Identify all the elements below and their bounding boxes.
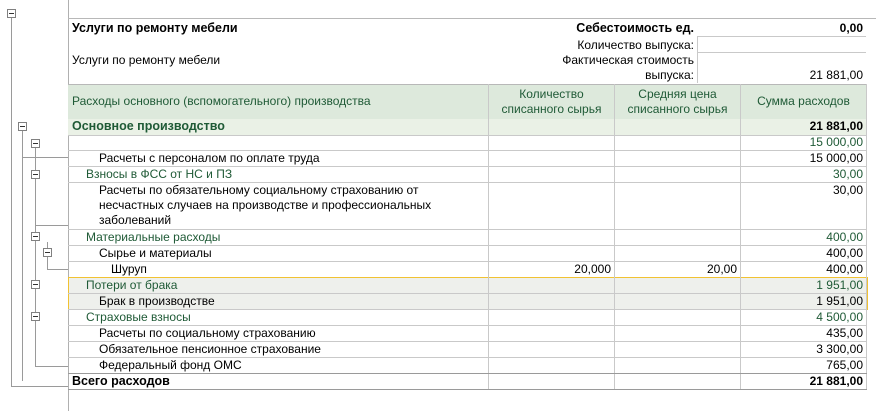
collapse-toggle-defects[interactable] [31, 280, 40, 289]
row-sep [68, 389, 867, 390]
col-divider-4 [866, 84, 867, 389]
row-label: Обязательное пенсионное страхование [99, 342, 321, 356]
collapse-toggle-root[interactable] [7, 9, 16, 18]
row-label: Основное производство [72, 119, 225, 133]
tree-line-h1 [22, 157, 68, 158]
unit-cost-value: 0,00 [839, 21, 863, 35]
row-label-line-3: заболеваний [99, 213, 172, 227]
row-sum: 435,00 [826, 326, 863, 340]
tree-line-root [11, 14, 12, 387]
row-sum: 30,00 [832, 167, 863, 181]
row-sum: 4 500,00 [816, 310, 863, 324]
row-label: Материальные расходы [86, 230, 221, 244]
row-label: Потери от брака [86, 278, 178, 292]
row-label-line-2: несчастных случаев на производстве и профессиональных [99, 198, 432, 212]
actual-cost-label-1: Фактическая стоимость [562, 53, 694, 67]
row-label: Страховые взносы [86, 310, 191, 324]
total-sum: 21 881,00 [809, 374, 863, 388]
row-sum: 1 951,00 [816, 278, 863, 292]
row-label: Брак в производстве [99, 294, 215, 308]
header-divider-v [697, 36, 698, 83]
report-left-border [68, 0, 69, 411]
row-label: Расчеты по социальному страхованию [99, 326, 316, 340]
row-sum: 15 000,00 [809, 151, 863, 165]
collapse-toggle-raw-materials[interactable] [43, 248, 52, 257]
tree-line-h2 [35, 225, 68, 226]
row-sum: 3 300,00 [816, 342, 863, 356]
row-label: Федеральный фонд ОМС [99, 358, 242, 372]
unit-cost-label: Себестоимость ед. [576, 21, 694, 35]
row-label: Сырье и материалы [99, 246, 212, 260]
row-label: Взносы в ФСС от НС и ПЗ [86, 167, 233, 181]
output-qty-label: Количество выпуска: [577, 38, 694, 52]
actual-cost-value: 21 881,00 [809, 68, 863, 82]
header-divider-h1 [697, 36, 866, 37]
collapse-toggle-main-production[interactable] [18, 122, 27, 131]
row-label: Расчеты с персоналом по оплате труда [99, 151, 320, 165]
tree-line-root-total [11, 386, 68, 387]
row-sum: 30,00 [832, 183, 863, 197]
row-qty: 20,000 [574, 262, 611, 276]
row-sum: 400,00 [826, 262, 863, 276]
column-header-price-2: списанного сырья [627, 102, 728, 116]
tree-line-h3 [47, 269, 68, 270]
column-header-qty-2: списанного сырья [501, 102, 602, 116]
column-header-price-1: Средняя цена [638, 87, 717, 101]
actual-cost-label-2: выпуска: [645, 68, 694, 82]
row-sum: 15 000,00 [809, 135, 863, 149]
row-sum: 400,00 [826, 246, 863, 260]
collapse-toggle-fss[interactable] [31, 170, 40, 179]
total-label: Всего расходов [72, 374, 170, 388]
row-label: Шуруп [111, 262, 147, 276]
col-divider-2 [614, 84, 615, 389]
report-subtitle: Услуги по ремонту мебели [72, 53, 221, 67]
tree-line-h4 [35, 366, 68, 367]
header-divider-h2 [697, 52, 866, 53]
row-sum: 765,00 [826, 358, 863, 372]
report-top-border [68, 18, 876, 19]
column-header-qty-1: Количество [519, 87, 584, 101]
row-label-line-1: Расчеты по обязательному социальному страхованию от [99, 183, 419, 197]
column-header-expenses: Расходы основного (вспомогательного) производства [72, 94, 371, 108]
col-divider-1 [488, 84, 489, 389]
row-sum: 400,00 [826, 230, 863, 244]
collapse-toggle-insurance[interactable] [31, 312, 40, 321]
row-price: 20,00 [706, 262, 737, 276]
collapse-toggle-labor[interactable] [31, 139, 40, 148]
column-header-sum: Сумма расходов [757, 94, 850, 108]
collapse-toggle-material[interactable] [31, 232, 40, 241]
tree-line-level1 [22, 131, 23, 381]
col-divider-3 [740, 84, 741, 389]
row-sum: 21 881,00 [809, 119, 863, 133]
row-sum: 1 951,00 [816, 294, 863, 308]
report-title: Услуги по ремонту мебели [72, 21, 238, 35]
